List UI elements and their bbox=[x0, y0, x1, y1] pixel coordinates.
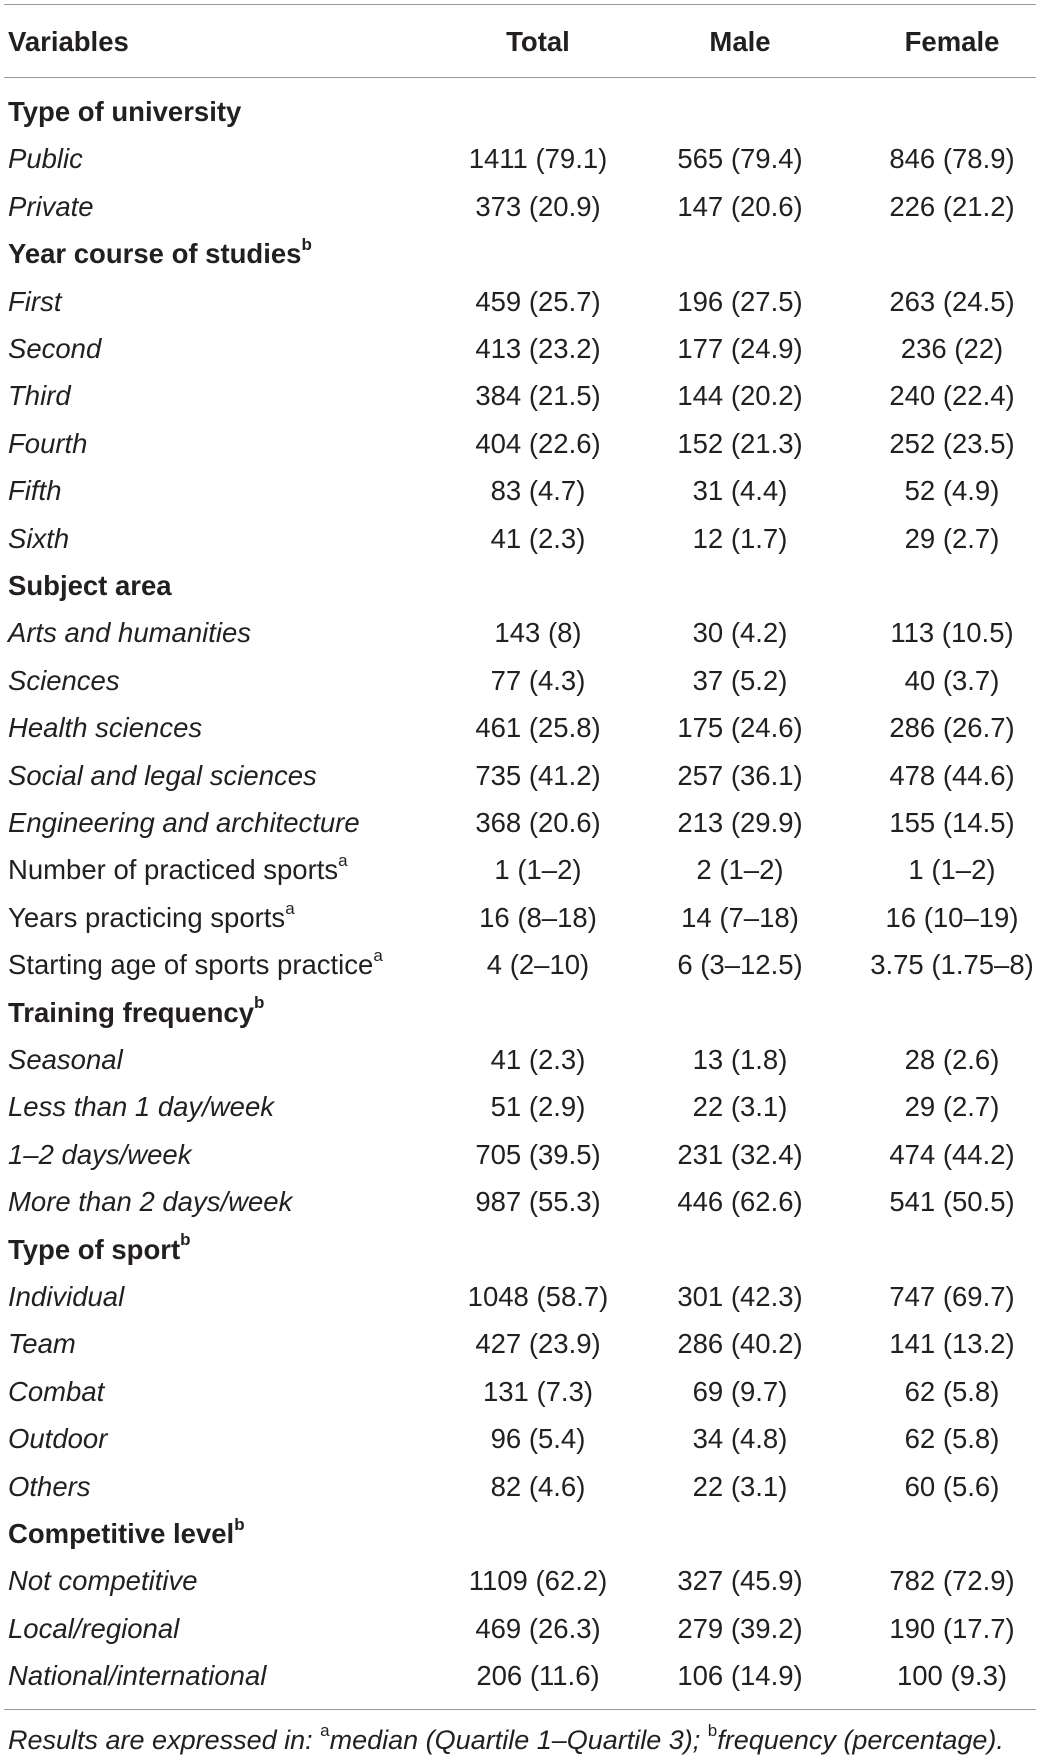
row-label bbox=[8, 1083, 274, 1130]
row-label bbox=[8, 1415, 107, 1462]
cell-female: 141 (13.2) bbox=[889, 1328, 1015, 1360]
cell-female: 52 (4.9) bbox=[904, 475, 1000, 507]
row-label bbox=[8, 1463, 91, 1510]
cell-total: 368 (20.6) bbox=[475, 807, 601, 838]
header-male: Male bbox=[709, 26, 771, 57]
cell-male: 12 (1.7) bbox=[692, 522, 788, 554]
section-row bbox=[0, 989, 1042, 1036]
cell-female: 40 (3.7) bbox=[904, 664, 1000, 696]
cell-male: 14 (7–18) bbox=[681, 901, 799, 933]
table-row bbox=[0, 657, 1042, 704]
table-header bbox=[0, 18, 1042, 65]
section-heading bbox=[8, 562, 172, 609]
cell-male: 152 (21.3) bbox=[677, 427, 803, 459]
row-label bbox=[8, 941, 383, 988]
cell-male: 286 (40.2) bbox=[677, 1328, 803, 1360]
table-row bbox=[0, 846, 1042, 893]
row-label bbox=[8, 515, 69, 562]
cell-female: 60 (5.6) bbox=[904, 1470, 1000, 1502]
footnote-sup-b: b bbox=[707, 1721, 718, 1740]
footnote-sup-a: a bbox=[320, 1721, 330, 1740]
row-label bbox=[8, 325, 101, 372]
row-label bbox=[8, 846, 348, 893]
section-row bbox=[0, 230, 1042, 277]
section-row bbox=[0, 1226, 1042, 1273]
row-label bbox=[8, 609, 251, 656]
cell-total: 735 (41.2) bbox=[475, 759, 601, 791]
section-heading bbox=[8, 989, 264, 1036]
section-row bbox=[0, 88, 1042, 135]
cell-total: 96 (5.4) bbox=[490, 1423, 586, 1455]
cell-female: 155 (14.5) bbox=[889, 807, 1015, 838]
table-row bbox=[0, 1463, 1042, 1510]
table-row bbox=[0, 325, 1042, 372]
cell-male: 144 (20.2) bbox=[677, 380, 803, 412]
cell-male: 175 (24.6) bbox=[677, 712, 803, 744]
label-superscript: a bbox=[285, 898, 295, 918]
cell-total: 461 (25.8) bbox=[475, 712, 601, 744]
cell-total: 705 (39.5) bbox=[475, 1138, 601, 1170]
table-row bbox=[0, 467, 1042, 514]
cell-total: 1 (1–2) bbox=[494, 854, 582, 886]
table-row bbox=[0, 941, 1042, 988]
table-row bbox=[0, 704, 1042, 751]
cell-male: 69 (9.7) bbox=[692, 1375, 788, 1407]
footnote-text-a: median (Quartile 1–Quartile 3); bbox=[329, 1725, 708, 1755]
header-rule bbox=[4, 77, 1036, 78]
cell-male: 2 (1–2) bbox=[696, 854, 784, 886]
cell-female: 252 (23.5) bbox=[889, 427, 1015, 459]
cell-female: 190 (17.7) bbox=[889, 1612, 1015, 1644]
cell-male: 257 (36.1) bbox=[677, 759, 803, 791]
table-row bbox=[0, 1320, 1042, 1367]
label-text: First bbox=[8, 285, 62, 317]
cell-male: 106 (14.9) bbox=[677, 1660, 803, 1692]
label-text: 1–2 days/week bbox=[8, 1138, 192, 1170]
table-row bbox=[0, 1273, 1042, 1320]
cell-female: 28 (2.6) bbox=[904, 1044, 1000, 1075]
cell-female: 113 (10.5) bbox=[890, 617, 1014, 649]
row-label bbox=[8, 467, 61, 514]
section-row bbox=[0, 562, 1042, 609]
table-row bbox=[0, 894, 1042, 941]
row-label bbox=[8, 1131, 191, 1178]
cell-female: 263 (24.5) bbox=[889, 285, 1015, 317]
cell-total: 373 (20.9) bbox=[475, 190, 601, 222]
table-row bbox=[0, 1557, 1042, 1604]
label-text: Arts and humanities bbox=[8, 617, 252, 649]
cell-total: 1048 (58.7) bbox=[467, 1281, 609, 1312]
row-label bbox=[8, 1320, 76, 1367]
header-total: Total bbox=[506, 26, 570, 57]
cell-total: 83 (4.7) bbox=[490, 475, 586, 507]
section-heading bbox=[8, 1510, 245, 1557]
row-label bbox=[8, 1605, 179, 1652]
section-row bbox=[0, 1510, 1042, 1557]
cell-total: 459 (25.7) bbox=[475, 285, 601, 317]
cell-male: 565 (79.4) bbox=[677, 143, 803, 175]
cell-male: 147 (20.6) bbox=[677, 190, 803, 222]
table-row bbox=[0, 278, 1042, 325]
label-text: Team bbox=[8, 1328, 76, 1360]
cell-total: 384 (21.5) bbox=[475, 380, 601, 412]
label-text: Years practicing sports bbox=[8, 901, 286, 933]
cell-female: 1 (1–2) bbox=[908, 854, 996, 886]
row-label bbox=[8, 752, 317, 799]
label-text: Health sciences bbox=[8, 712, 203, 744]
cell-male: 213 (29.9) bbox=[677, 807, 803, 838]
section-heading bbox=[8, 230, 312, 277]
label-text: National/international bbox=[8, 1660, 267, 1692]
cell-total: 82 (4.6) bbox=[490, 1470, 586, 1502]
table-row bbox=[0, 609, 1042, 656]
cell-male: 196 (27.5) bbox=[677, 285, 803, 317]
label-text: Training frequency bbox=[8, 996, 255, 1028]
cell-male: 13 (1.8) bbox=[692, 1044, 788, 1075]
cell-female: 478 (44.6) bbox=[889, 759, 1015, 791]
cell-female: 16 (10–19) bbox=[885, 901, 1019, 933]
cell-total: 987 (55.3) bbox=[475, 1186, 601, 1218]
cell-female: 62 (5.8) bbox=[904, 1423, 1000, 1455]
label-superscript: b bbox=[254, 993, 265, 1013]
cell-total: 1411 (79.1) bbox=[468, 143, 608, 175]
cell-total: 131 (7.3) bbox=[482, 1375, 594, 1407]
label-text: Engineering and architecture bbox=[8, 807, 360, 838]
label-text: Subject area bbox=[8, 570, 172, 601]
cell-female: 62 (5.8) bbox=[904, 1375, 1000, 1407]
label-text: Social and legal sciences bbox=[8, 759, 317, 791]
label-superscript: b bbox=[234, 1514, 245, 1534]
cell-total: 469 (26.3) bbox=[475, 1612, 601, 1644]
label-text: Less than 1 day/week bbox=[8, 1091, 275, 1123]
label-text: Outdoor bbox=[8, 1423, 108, 1455]
table-row bbox=[0, 135, 1042, 182]
table-footnote bbox=[8, 1720, 1004, 1760]
cell-male: 301 (42.3) bbox=[677, 1281, 803, 1312]
label-text: More than 2 days/week bbox=[8, 1186, 293, 1218]
label-text: Number of practiced sports bbox=[8, 854, 339, 886]
label-superscript: a bbox=[338, 851, 348, 871]
label-text: Sciences bbox=[8, 664, 120, 696]
cell-total: 16 (8–18) bbox=[479, 901, 597, 933]
label-text: Fourth bbox=[8, 427, 88, 459]
cell-male: 279 (39.2) bbox=[677, 1612, 803, 1644]
cell-male: 177 (24.9) bbox=[677, 333, 803, 364]
table-row bbox=[0, 799, 1042, 846]
cell-total: 143 (8) bbox=[494, 617, 582, 649]
table-row bbox=[0, 515, 1042, 562]
table-row bbox=[0, 372, 1042, 419]
label-text: Second bbox=[8, 333, 102, 364]
table-row bbox=[0, 1652, 1042, 1699]
cell-female: 100 (9.3) bbox=[896, 1660, 1008, 1692]
row-label bbox=[8, 278, 61, 325]
label-superscript: a bbox=[373, 946, 383, 966]
section-heading bbox=[8, 88, 241, 135]
row-label bbox=[8, 1036, 123, 1083]
table-row bbox=[0, 1368, 1042, 1415]
cell-female: 541 (50.5) bbox=[889, 1186, 1015, 1218]
footnote-text-b: frequency (percentage). bbox=[717, 1725, 1004, 1755]
cell-female: 286 (26.7) bbox=[889, 712, 1015, 744]
row-label bbox=[8, 657, 120, 704]
row-label bbox=[8, 1178, 292, 1225]
cell-total: 51 (2.9) bbox=[490, 1091, 586, 1123]
row-label bbox=[8, 799, 360, 846]
cell-female: 474 (44.2) bbox=[889, 1138, 1015, 1170]
cell-female: 782 (72.9) bbox=[889, 1565, 1015, 1597]
cell-male: 30 (4.2) bbox=[692, 617, 788, 649]
label-text: Not competitive bbox=[8, 1565, 198, 1597]
cell-total: 206 (11.6) bbox=[476, 1660, 600, 1692]
table-row bbox=[0, 752, 1042, 799]
cell-total: 41 (2.3) bbox=[490, 1044, 586, 1075]
label-text: Sixth bbox=[8, 522, 70, 554]
cell-total: 4 (2–10) bbox=[486, 949, 590, 981]
cell-female: 240 (22.4) bbox=[889, 380, 1015, 412]
table-row bbox=[0, 420, 1042, 467]
table-row bbox=[0, 1605, 1042, 1652]
cell-male: 446 (62.6) bbox=[677, 1186, 803, 1218]
label-text: Others bbox=[8, 1470, 91, 1502]
cell-total: 413 (23.2) bbox=[475, 333, 601, 364]
footnote-prefix: Results are expressed in: bbox=[8, 1725, 321, 1755]
row-label bbox=[8, 1368, 104, 1415]
table-row bbox=[0, 1178, 1042, 1225]
cell-total: 404 (22.6) bbox=[475, 427, 601, 459]
table-row bbox=[0, 1131, 1042, 1178]
table-row bbox=[0, 1083, 1042, 1130]
cell-male: 22 (3.1) bbox=[692, 1470, 788, 1502]
cell-female: 29 (2.7) bbox=[904, 522, 1000, 554]
label-superscript: b bbox=[301, 235, 312, 255]
row-label bbox=[8, 135, 83, 182]
table-row bbox=[0, 1415, 1042, 1462]
cell-male: 34 (4.8) bbox=[692, 1423, 788, 1455]
label-text: Starting age of sports practice bbox=[8, 949, 374, 981]
label-text: Type of sport bbox=[8, 1233, 181, 1265]
cell-total: 1109 (62.2) bbox=[468, 1565, 608, 1597]
label-text: Seasonal bbox=[8, 1044, 123, 1075]
cell-male: 37 (5.2) bbox=[692, 664, 788, 696]
row-label bbox=[8, 372, 71, 419]
cell-male: 31 (4.4) bbox=[692, 475, 788, 507]
cell-male: 22 (3.1) bbox=[692, 1091, 788, 1123]
label-text: Competitive level bbox=[8, 1518, 235, 1549]
cell-female: 29 (2.7) bbox=[904, 1091, 1000, 1123]
table-row bbox=[0, 183, 1042, 230]
label-text: Year course of studies bbox=[8, 238, 302, 270]
cell-female: 226 (21.2) bbox=[889, 190, 1015, 222]
table-row bbox=[0, 1036, 1042, 1083]
top-rule bbox=[4, 4, 1036, 5]
header-female: Female bbox=[904, 26, 1000, 57]
label-text: Public bbox=[8, 143, 83, 175]
cell-male: 231 (32.4) bbox=[677, 1138, 803, 1170]
row-label bbox=[8, 420, 87, 467]
cell-female: 3.75 (1.75–8) bbox=[870, 949, 1034, 981]
label-text: Type of university bbox=[8, 96, 242, 127]
cell-male: 6 (3–12.5) bbox=[677, 949, 803, 981]
cell-total: 41 (2.3) bbox=[490, 522, 586, 554]
section-heading bbox=[8, 1226, 191, 1273]
row-label bbox=[8, 704, 202, 751]
row-label bbox=[8, 1273, 124, 1320]
label-text: Fifth bbox=[8, 475, 62, 507]
row-label bbox=[8, 894, 295, 941]
cell-male: 327 (45.9) bbox=[677, 1565, 803, 1597]
row-label bbox=[8, 1557, 198, 1604]
bottom-rule bbox=[4, 1709, 1036, 1710]
header-variables: Variables bbox=[8, 26, 129, 57]
label-superscript: b bbox=[180, 1230, 191, 1250]
row-label bbox=[8, 183, 94, 230]
label-text: Combat bbox=[8, 1375, 105, 1407]
label-text: Third bbox=[8, 380, 71, 412]
cell-total: 77 (4.3) bbox=[490, 664, 586, 696]
cell-female: 236 (22) bbox=[900, 333, 1004, 364]
cell-female: 747 (69.7) bbox=[889, 1281, 1015, 1312]
cell-female: 846 (78.9) bbox=[889, 143, 1015, 175]
label-text: Private bbox=[8, 190, 94, 222]
row-label bbox=[8, 1652, 266, 1699]
cell-total: 427 (23.9) bbox=[475, 1328, 601, 1360]
label-text: Local/regional bbox=[8, 1612, 180, 1644]
label-text: Individual bbox=[8, 1281, 125, 1312]
